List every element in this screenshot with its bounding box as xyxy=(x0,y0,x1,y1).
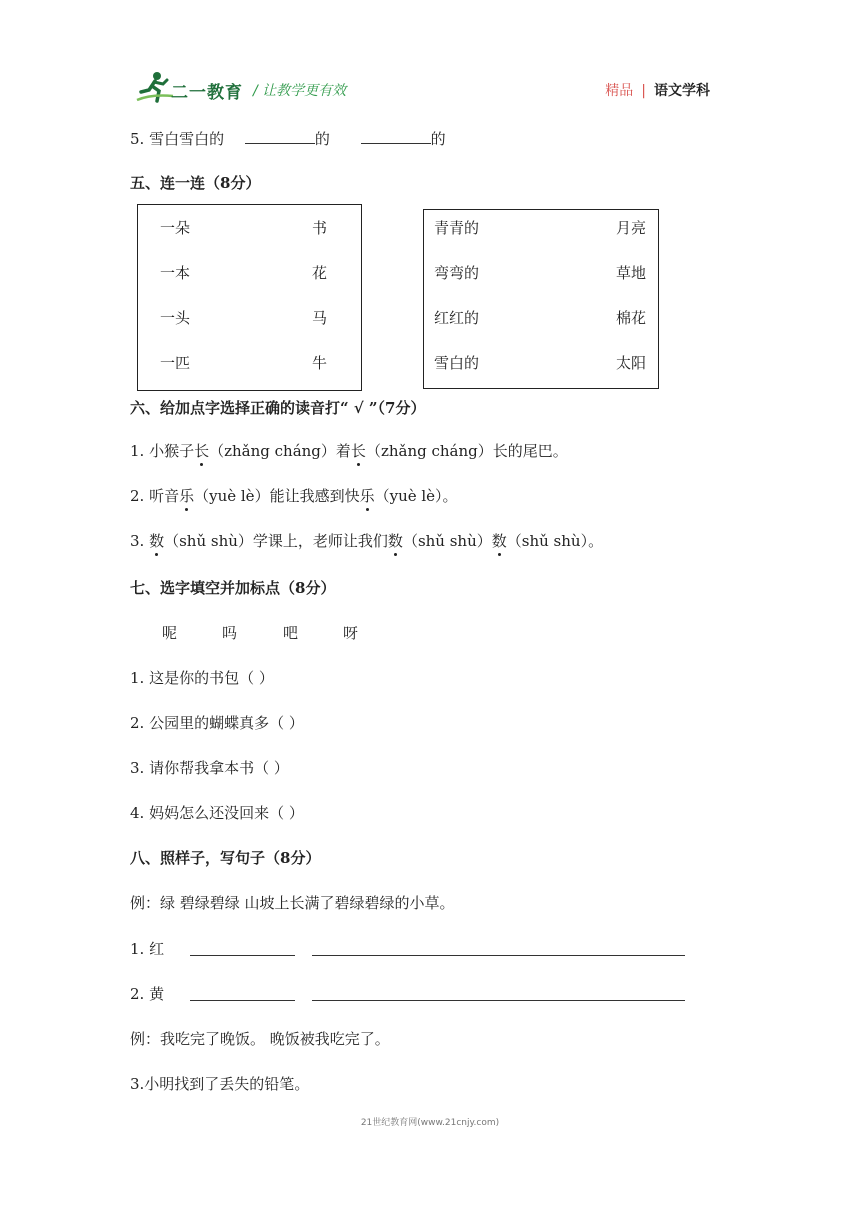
pinyin-choice[interactable]: （yuè lè）能让我感到快 xyxy=(194,487,360,505)
dotted-char: 数 xyxy=(387,532,403,550)
match-left-item[interactable]: 弯弯的 xyxy=(434,264,480,282)
match-left-item[interactable]: 一头 xyxy=(160,309,191,327)
slogan: / 让教学更有效 xyxy=(253,83,347,99)
dotted-char: 数 xyxy=(491,532,507,550)
word-option: 呢 xyxy=(162,624,178,642)
sentence-blank[interactable] xyxy=(312,940,685,956)
word-options xyxy=(162,623,358,643)
match-left-item[interactable]: 一匹 xyxy=(160,354,191,372)
dotted-char: 乐 xyxy=(179,487,195,505)
match-left-item[interactable]: 青青的 xyxy=(434,219,480,237)
match-right-item[interactable]: 太阳 xyxy=(616,354,647,372)
answer-blank[interactable] xyxy=(245,128,315,144)
runner-logo-icon xyxy=(135,70,175,104)
match-box-left xyxy=(137,204,362,391)
sec7-item[interactable]: 3. 请你帮我拿本书（ ） xyxy=(130,759,289,777)
page-footer: 21世纪教育网(www.21cnjy.com) xyxy=(360,1118,500,1128)
question-text: 2. 听音 xyxy=(130,487,180,505)
q4-item-5 xyxy=(130,128,446,149)
pinyin-choice[interactable]: （shǔ shù）学课上，老师让我们 xyxy=(164,532,388,550)
tag-separator: | xyxy=(641,83,646,99)
match-box-right xyxy=(423,209,659,389)
match-left-item[interactable]: 一本 xyxy=(160,264,191,282)
logo-text: 二一教育 xyxy=(171,83,243,103)
q4-item-5-suffix: 的 xyxy=(314,130,330,148)
pinyin-choice[interactable]: （zhǎng cháng）着 xyxy=(209,442,351,460)
match-right-item[interactable]: 马 xyxy=(312,309,328,327)
match-left-item[interactable]: 雪白的 xyxy=(434,354,480,372)
q4-item-5-suffix: 的 xyxy=(430,130,446,148)
sec8-item-1 xyxy=(130,939,164,959)
sentence-blank[interactable] xyxy=(312,985,685,1001)
item-label: 2. 黄 xyxy=(130,985,165,1003)
sec7-item[interactable]: 1. 这是你的书包（ ） xyxy=(130,669,274,687)
sec6-question-1 xyxy=(130,441,568,461)
match-right-item[interactable]: 月亮 xyxy=(616,219,647,237)
match-left-item[interactable]: 一朵 xyxy=(160,219,191,237)
item-label: 1. 红 xyxy=(130,940,165,958)
match-right-item[interactable]: 草地 xyxy=(616,264,647,282)
sec6-question-3 xyxy=(130,531,603,551)
sec7-item[interactable]: 2. 公园里的蝴蝶真多（ ） xyxy=(130,714,304,732)
header-tags xyxy=(605,80,710,100)
question-text: 3. xyxy=(130,532,150,550)
match-right-item[interactable]: 书 xyxy=(312,219,328,237)
dotted-char: 数 xyxy=(149,532,165,550)
answer-blank[interactable] xyxy=(361,128,431,144)
word-option: 吧 xyxy=(283,624,299,642)
dotted-char: 乐 xyxy=(359,487,375,505)
match-right-item[interactable]: 花 xyxy=(312,264,328,282)
section-8-title: 八、照样子，写句子（8分） xyxy=(130,849,321,867)
pinyin-choice[interactable]: （shǔ shù）。 xyxy=(506,532,604,550)
page-header xyxy=(135,70,715,110)
word-option: 吗 xyxy=(222,624,238,642)
question-text: 1. 小猴子 xyxy=(130,442,195,460)
logo xyxy=(135,70,255,106)
match-right-item[interactable]: 棉花 xyxy=(616,309,647,327)
example-2: 例：我吃完了晚饭。 晚饭被我吃完了。 xyxy=(130,1030,390,1048)
sec6-question-2 xyxy=(130,486,458,506)
sec7-item[interactable]: 4. 妈妈怎么还没回来（ ） xyxy=(130,804,304,822)
dotted-char: 长 xyxy=(194,442,210,460)
pinyin-choice[interactable]: （shǔ shù） xyxy=(402,532,492,550)
word-option: 呀 xyxy=(343,624,359,642)
word-blank[interactable] xyxy=(190,940,295,956)
q4-item-5-label: 5. 雪白雪白的 xyxy=(130,130,225,148)
quality-tag: 精品 xyxy=(605,83,634,99)
dotted-char: 长 xyxy=(350,442,366,460)
example-1: 例：绿 碧绿碧绿 山坡上长满了碧绿碧绿的小草。 xyxy=(130,894,455,912)
match-right-item[interactable]: 牛 xyxy=(312,354,328,372)
pinyin-choice[interactable]: （yuè lè）。 xyxy=(374,487,458,505)
section-6-title: 六、给加点字选择正确的读音打“ √ ”（7分） xyxy=(130,399,426,417)
section-7-title: 七、选字填空并加标点（8分） xyxy=(130,579,336,597)
word-blank[interactable] xyxy=(190,985,295,1001)
subject-tag: 语文学科 xyxy=(654,83,710,99)
section-5-title: 五、连一连（8分） xyxy=(130,174,261,192)
sec8-item-2 xyxy=(130,984,164,1004)
sec8-item-3: 3.小明找到了丢失的铅笔。 xyxy=(130,1075,310,1093)
pinyin-choice[interactable]: （zhǎng cháng）长的尾巴。 xyxy=(365,442,568,460)
match-left-item[interactable]: 红红的 xyxy=(434,309,480,327)
